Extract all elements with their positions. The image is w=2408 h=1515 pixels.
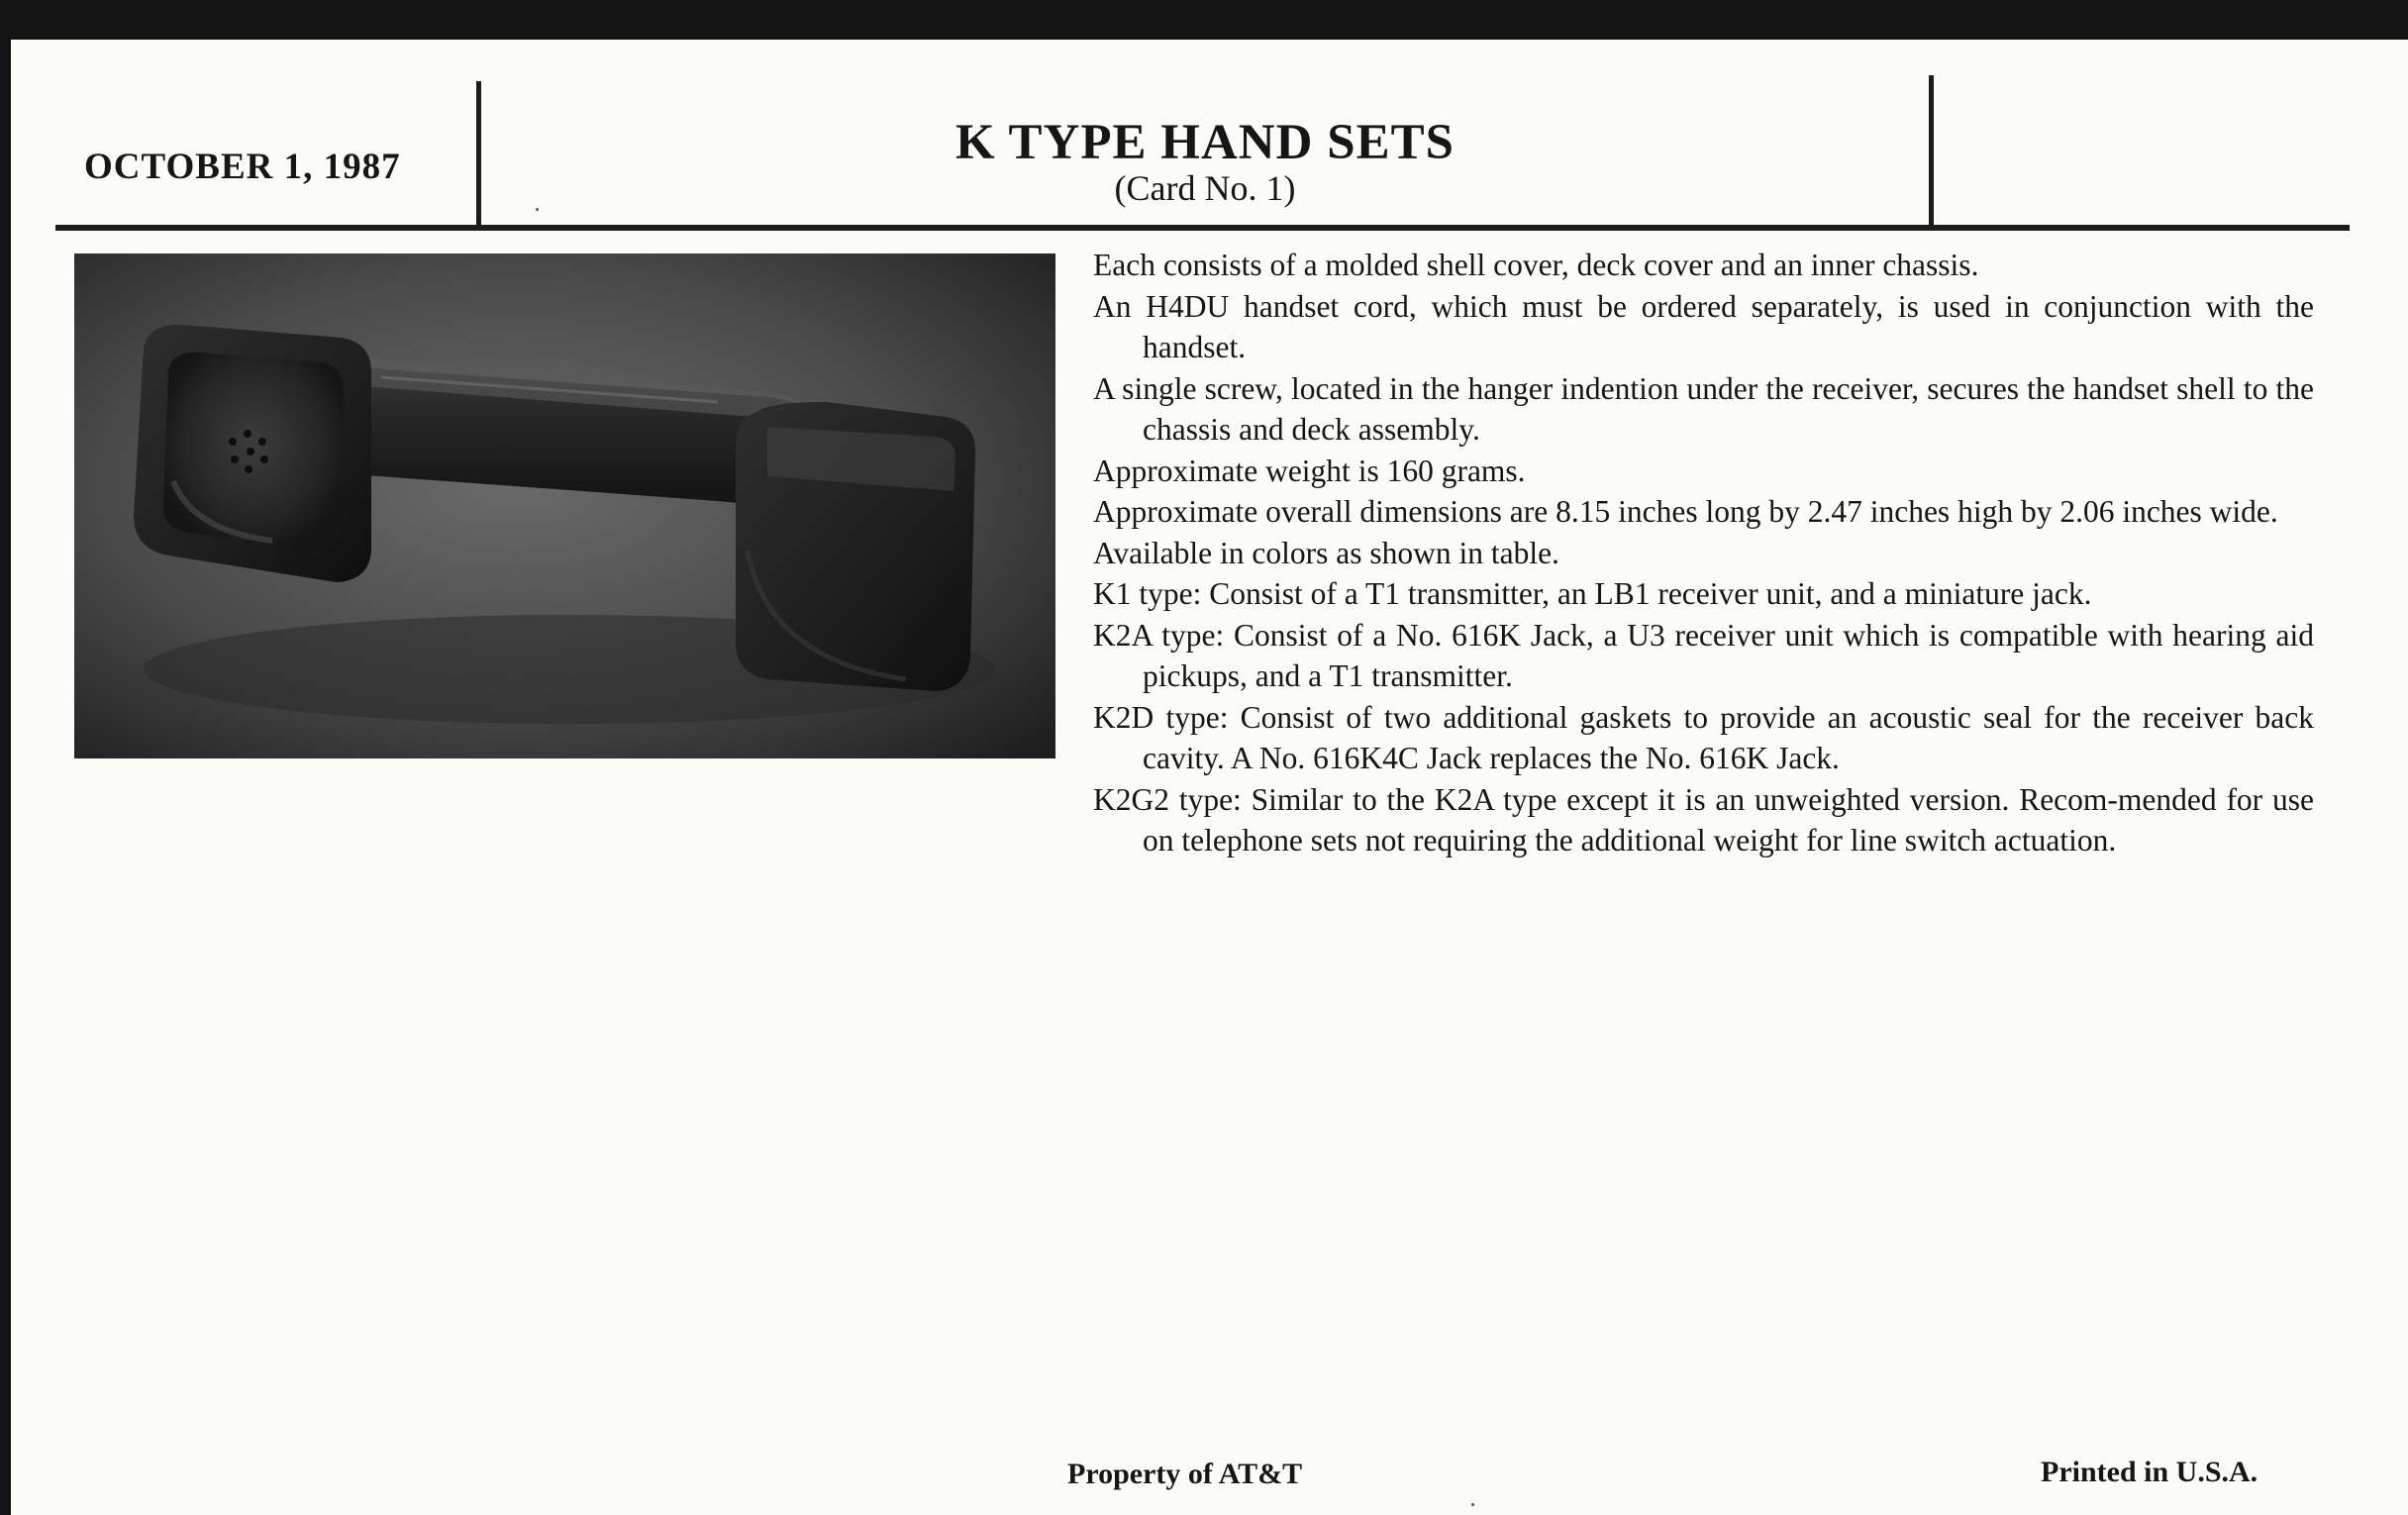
issue-date: OCTOBER 1, 1987 <box>84 147 401 187</box>
description-paragraph: A single screw, located in the hanger indention under the receiver, secures the handset shell to the chassis and deck assembly. <box>1093 370 2314 447</box>
description-paragraph: An H4DU handset cord, which must be ordered separately, is used in conjunction with the handset. <box>1093 288 2314 364</box>
description-paragraph: Each consists of a molded shell cover, deck cover and an inner chassis. <box>1093 248 1979 282</box>
description-paragraph: K2A type: Consist of a No. 616K Jack, a U3 receiver unit which is compatible with hearing aid pickups, and a T1 transmitter. <box>1093 617 2314 693</box>
header-divider-right <box>1929 75 1934 230</box>
description-paragraph: K2D type: Consist of two additional gaskets to provide an acoustic seal for the receiver back cavity. A No. 616K4C Jack replaces the No. 616K Jack. <box>1093 699 2314 775</box>
description-paragraph: K1 type: Consist of a T1 transmitter, an LB1 receiver unit, and a miniature jack. <box>1093 576 2092 611</box>
title-block <box>481 117 1929 207</box>
description-paragraph: Approximate weight is 160 grams. <box>1093 453 1526 488</box>
catalog-card <box>11 40 2408 1515</box>
description-paragraph: Approximate overall dimensions are 8.15 inches long by 2.47 inches high by 2.06 inches wide. <box>1093 494 2278 529</box>
description-paragraph: Available in colors as shown in table. <box>1093 535 1559 570</box>
description-text <box>1093 245 2314 861</box>
card-number: (Card No. 1) <box>1114 167 1296 208</box>
description-paragraph: K2G2 type: Similar to the K2A type except it is an unweighted version. Recom-mended for use on telephone sets not requiring the additional weight for line switch actuation. <box>1093 781 2314 858</box>
handset-photo <box>74 253 1055 758</box>
printed-notice: Printed in U.S.A. <box>2041 1456 2258 1488</box>
print-speck <box>1471 1503 1474 1506</box>
page-title: K TYPE HAND SETS <box>955 115 1455 170</box>
header-rule <box>55 225 2350 231</box>
print-speck <box>536 208 539 211</box>
property-notice: Property of AT&T <box>1067 1458 1303 1490</box>
